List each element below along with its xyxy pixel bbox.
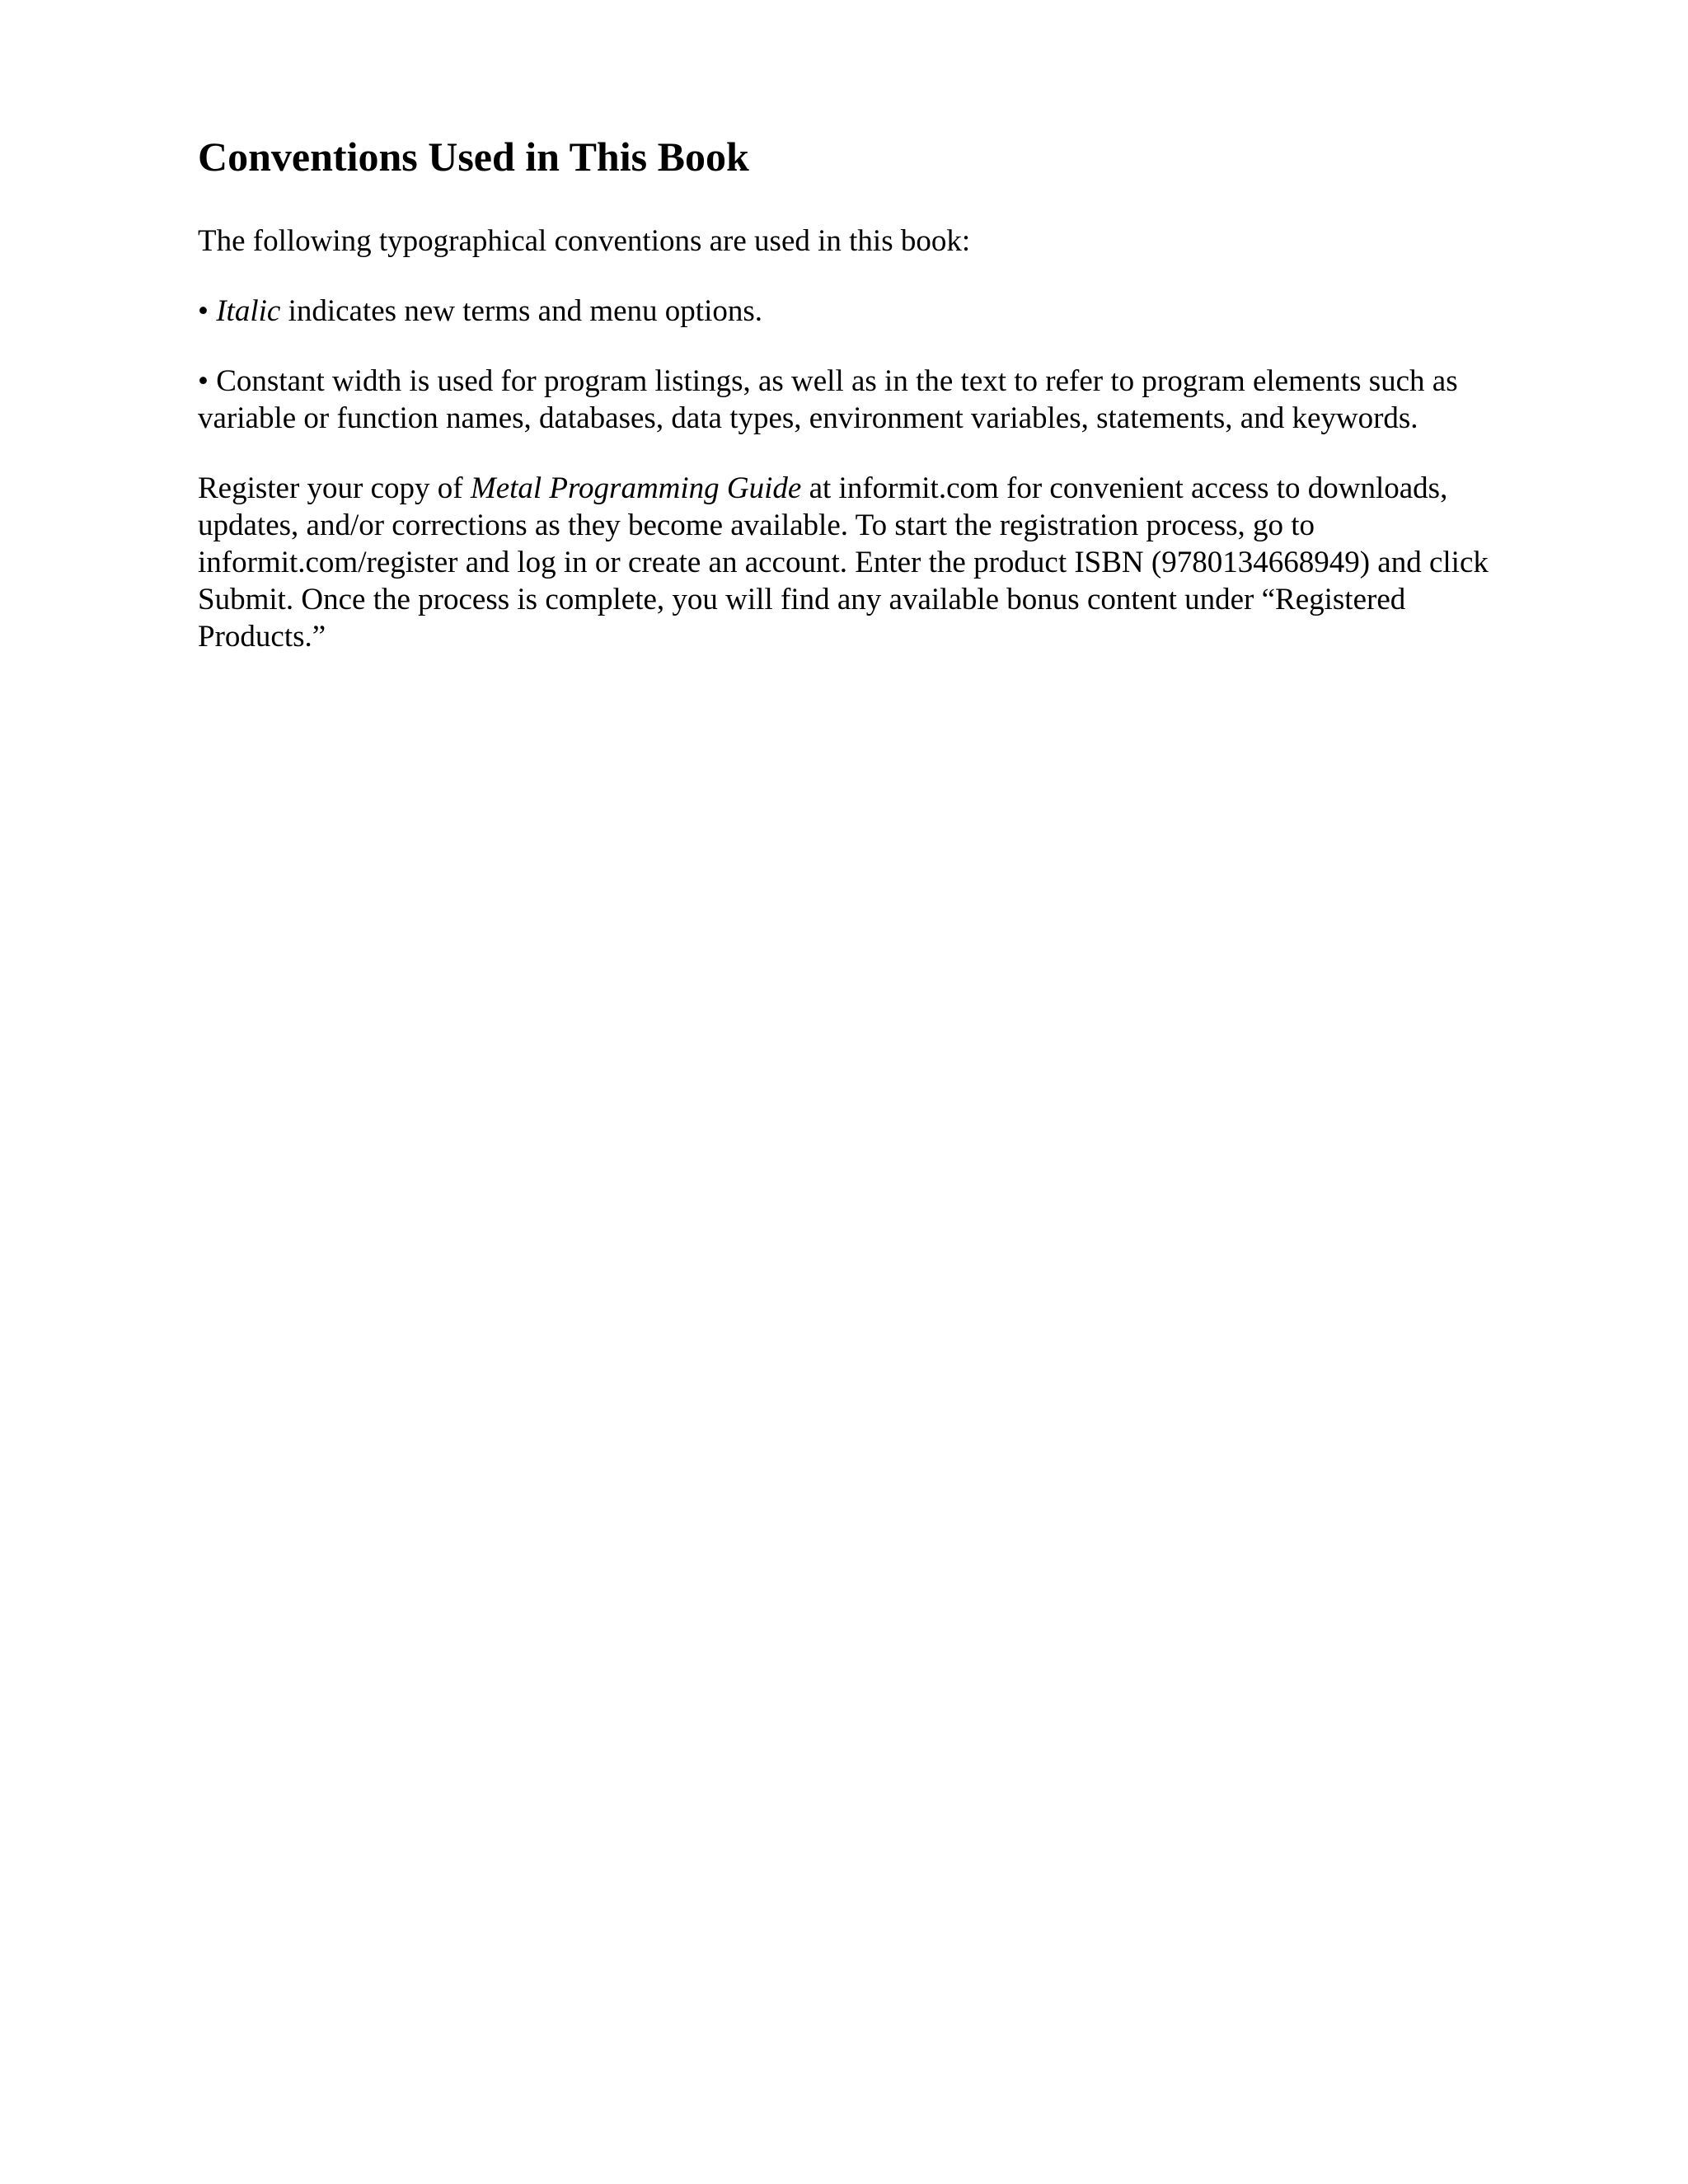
italic-term: Italic xyxy=(216,294,281,328)
bullet-marker: • xyxy=(198,364,209,398)
bullet-text: indicates new terms and menu options. xyxy=(288,294,762,328)
document-page xyxy=(198,132,1500,688)
bullet-marker: • xyxy=(198,294,209,328)
register-text-before: Register your copy of xyxy=(198,471,463,505)
intro-paragraph: The following typographical conventions are used in this book: xyxy=(198,224,971,258)
bullet-italic xyxy=(198,293,1500,330)
register-text-after: at informit.com for convenient access to downloads, updates, and/or corrections as they become available. To start the registration process, go to informit.com/register and log in or create an account. Enter the product ISBN (9780134668949) and click Submit. Once the process is complete, you will find any available bonus content under “Registered Products.” xyxy=(198,471,1489,654)
page-title: Conventions Used in This Book xyxy=(198,134,749,180)
bullet-constant-width xyxy=(198,363,1500,437)
book-title: Metal Programming Guide xyxy=(470,471,802,505)
bullet-text: Constant width is used for program listings, as well as in the text to refer to program elements such as variable or function names, databases, data types, environment variables, statements, and keywords. xyxy=(198,364,1458,435)
register-paragraph xyxy=(198,470,1500,655)
